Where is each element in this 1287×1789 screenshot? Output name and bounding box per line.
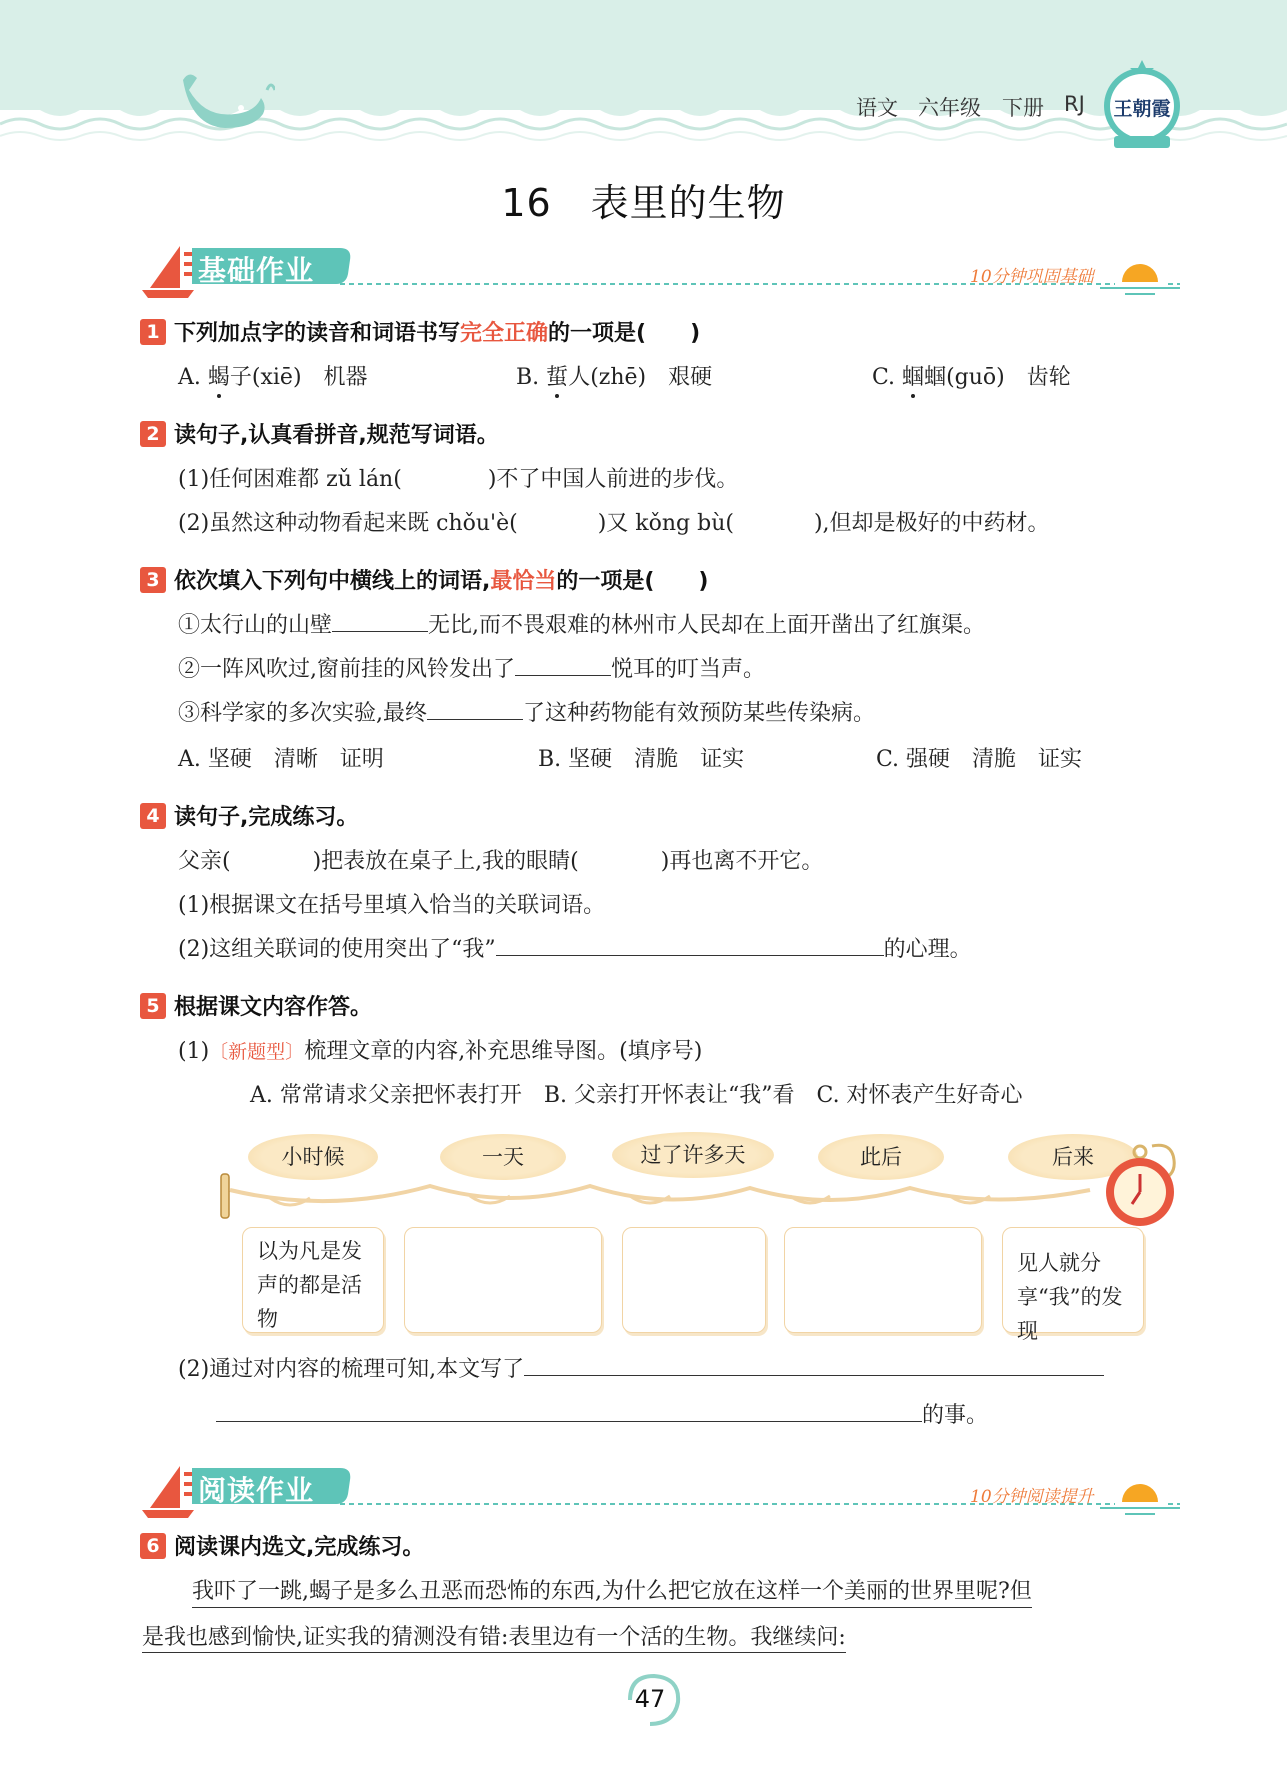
header-subject: 语文 — [856, 96, 898, 120]
pocket-watch-icon — [1100, 1140, 1180, 1232]
question-1-stem: 1 下列加点字的读音和词语书写完全正确的一项是( ) — [140, 316, 700, 347]
q3-sentence-1: ①太行山的山壁 无比,而不畏艰难的林州市人民却在上面开凿出了红旗渠。 — [178, 613, 986, 638]
header-grade: 六年级 — [918, 96, 981, 120]
question-4-stem: 4 读句子,完成练习。 — [140, 800, 358, 831]
section-sub-basic: 10分钟巩固基础 — [970, 267, 1094, 287]
mindmap-box-1: 以为凡是发声的都是活物 — [242, 1227, 384, 1333]
question-2-stem: 2 读句子,认真看拼音,规范写词语。 — [140, 418, 499, 449]
fill-line[interactable] — [524, 1357, 1104, 1376]
q3-option-a[interactable]: A. 坚硬 清晰 证明 — [178, 747, 384, 772]
header-volume: 下册 — [1002, 96, 1044, 120]
fill-line[interactable] — [216, 1403, 922, 1422]
whale-icon — [175, 70, 275, 132]
logo-text: 王朝霞 — [1113, 98, 1171, 120]
fill-line[interactable] — [515, 657, 611, 676]
question-5-stem: 5 根据课文内容作答。 — [140, 990, 372, 1021]
section-title-reading: 阅读作业 — [198, 1474, 315, 1507]
q3-option-b[interactable]: B. 坚硬 清脆 证实 — [538, 747, 745, 772]
timeline-node: 小时候 — [248, 1134, 378, 1180]
q5-options: A. 常常请求父亲把怀表打开 B. 父亲打开怀表让“我”看 C. 对怀表产生好奇心 — [250, 1083, 1023, 1108]
scroll-end-icon — [216, 1172, 234, 1220]
timeline-node: 过了许多天 — [612, 1132, 774, 1178]
question-6-stem: 6 阅读课内选文,完成练习。 — [140, 1530, 424, 1561]
q2-sentence-1: (1)任何困难都 zǔ lán( )不了中国人前进的步伐。 — [178, 467, 739, 492]
q5-part-2: (2)通过对内容的梳理可知,本文写了 — [178, 1352, 1104, 1383]
q1-option-a[interactable]: A. 蝎子(xiē) 机器 — [178, 365, 368, 390]
timeline-node: 一天 — [440, 1134, 566, 1180]
timeline-node: 此后 — [818, 1134, 944, 1180]
fill-line[interactable] — [332, 613, 428, 632]
reading-line-2: 是我也感到愉快,证实我的猜测没有错:表里边有一个活的生物。我继续问: — [142, 1620, 846, 1651]
fill-line[interactable] — [427, 701, 523, 720]
reading-line-1: 我吓了一跳,蝎子是多么丑恶而恐怖的东西,为什么把它放在这样一个美丽的世界里呢?但 — [192, 1574, 1032, 1608]
q4-part-2: (2)这组关联词的使用突出了“我” 的心理。 — [178, 937, 972, 962]
mindmap-box-5: 见人就分享“我”的发现 — [1002, 1227, 1144, 1333]
q3-sentence-3: ③科学家的多次实验,最终 了这种药物能有效预防某些传染病。 — [178, 701, 876, 726]
mindmap-box-3-answer[interactable] — [622, 1227, 766, 1333]
mindmap-box-2-answer[interactable] — [404, 1227, 602, 1333]
q5-part-1: (1)〔新题型〕梳理文章的内容,补充思维导图。(填序号) — [178, 1039, 703, 1064]
q4-part-1: (1)根据课文在括号里填入恰当的关联词语。 — [178, 893, 606, 918]
q4-sentence: 父亲( )把表放在桌子上,我的眼睛( )再也离不开它。 — [178, 849, 824, 874]
section-title-basic: 基础作业 — [198, 254, 315, 287]
q3-option-c[interactable]: C. 强硬 清脆 证实 — [876, 747, 1083, 772]
section-sub-reading: 10分钟阅读提升 — [970, 1487, 1094, 1507]
timeline-node: 后来 — [1008, 1134, 1138, 1180]
page-title: 16 表里的生物 — [501, 181, 786, 225]
question-number: 1 — [140, 319, 166, 345]
q3-sentence-2: ②一阵风吹过,窗前挂的风铃发出了 悦耳的叮当声。 — [178, 657, 766, 682]
header-edition: RJ — [1064, 92, 1085, 116]
question-3-stem: 3 依次填入下列句中横线上的词语,最恰当的一项是( ) — [140, 564, 709, 595]
q1-option-b[interactable]: B. 蜇人(zhē) 艰硬 — [516, 365, 713, 390]
mindmap-box-4-answer[interactable] — [784, 1227, 982, 1333]
page-number: 47 — [634, 1685, 666, 1713]
q2-sentence-2: (2)虽然这种动物看起来既 chǒu'è( )又 kǒng bù( ),但却是极好的中药材。 — [178, 511, 1050, 536]
fill-line[interactable] — [496, 937, 884, 956]
new-type-tag: 〔新题型〕 — [209, 1041, 305, 1063]
q1-option-c[interactable]: C. 蝈蝈(guō) 齿轮 — [872, 365, 1071, 390]
q5-part-2-cont: 的事。 — [216, 1398, 988, 1429]
